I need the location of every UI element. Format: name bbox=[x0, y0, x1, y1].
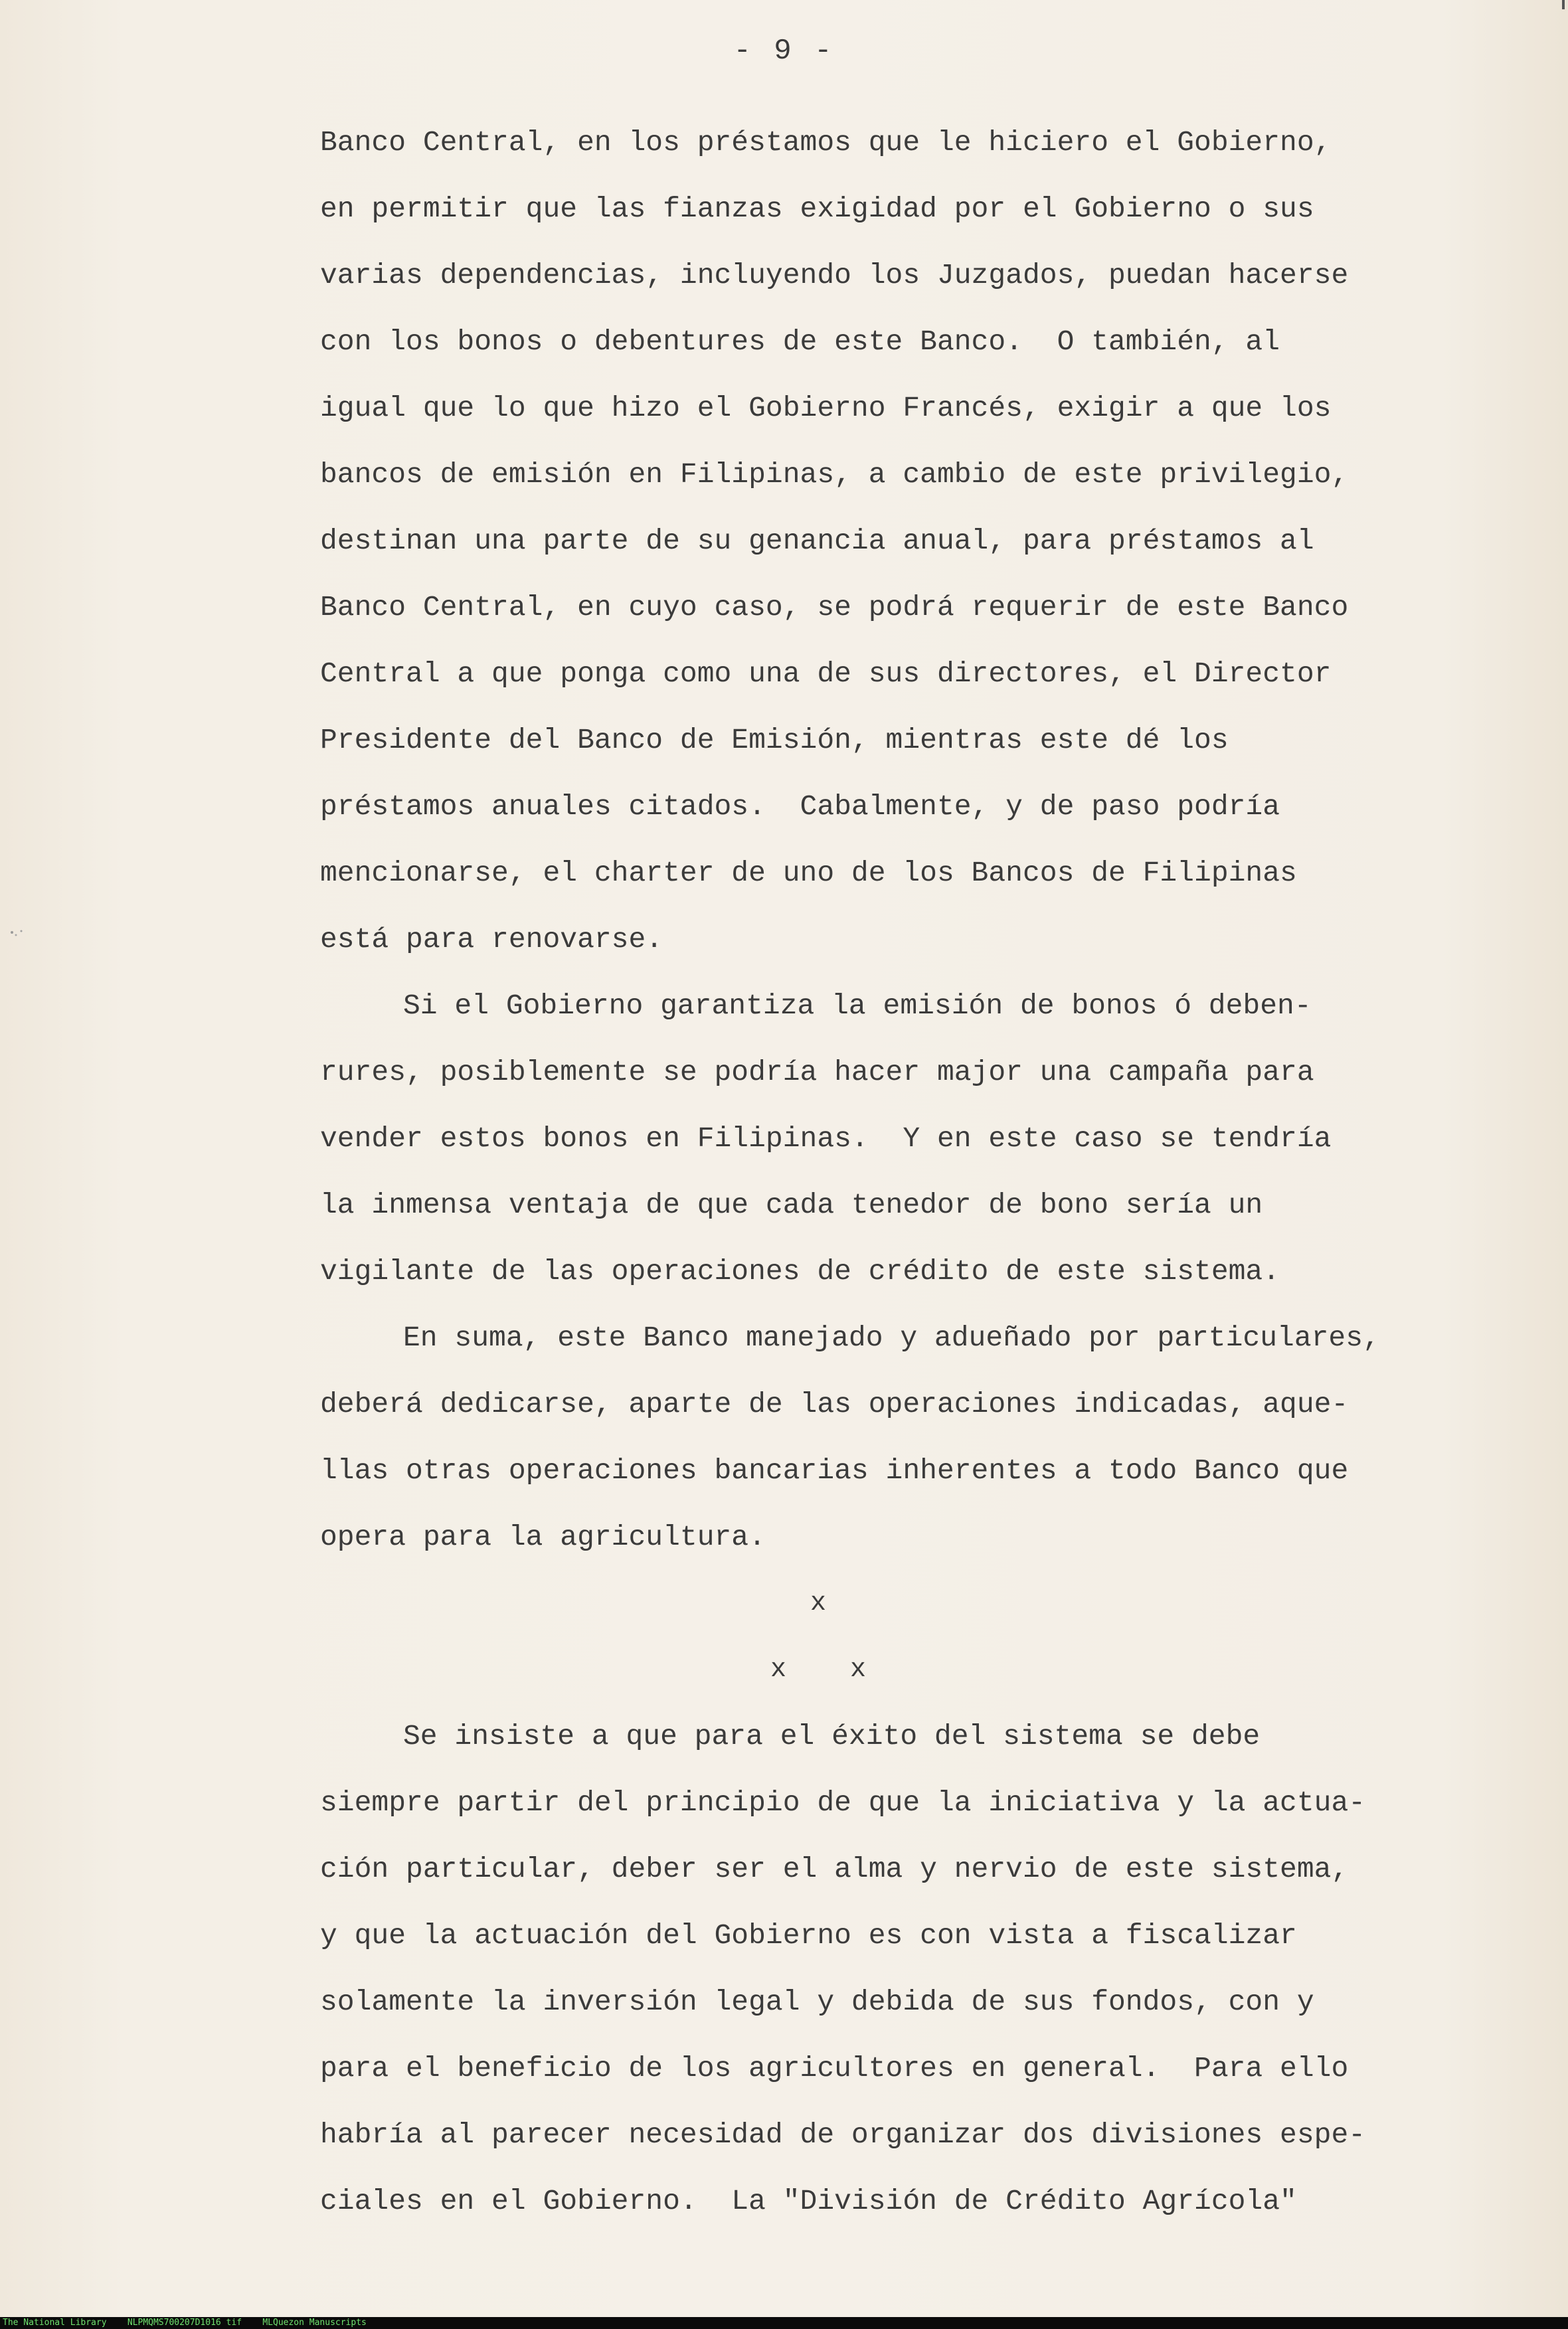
text-line: Central a que ponga como una de sus directores, el Director bbox=[320, 657, 1332, 690]
margin-smudge-icon bbox=[5, 923, 32, 943]
corner-mark bbox=[1562, 0, 1565, 9]
text-line: con los bonos o debentures de este Banco. O también, al bbox=[320, 325, 1280, 358]
text-line: está para renovarse. bbox=[320, 923, 663, 956]
text-line: Se insiste a que para el éxito del sistema se debe bbox=[403, 1720, 1261, 1753]
text-line: varias dependencias, incluyendo los Juzgados, puedan hacerse bbox=[320, 259, 1349, 292]
text-line: la inmensa ventaja de que cada tenedor de bono sería un bbox=[320, 1189, 1263, 1221]
text-line: vender estos bonos en Filipinas. Y en este caso se tendría bbox=[320, 1122, 1332, 1155]
scanner-footer-text: The National Library NLPMQMS700207D1016 tif MLQuezon Manuscripts bbox=[3, 2318, 367, 2328]
text-line: Banco Central, en cuyo caso, se podrá requerir de este Banco bbox=[320, 591, 1349, 624]
text-line: deberá dedicarse, aparte de las operaciones indicadas, aque- bbox=[320, 1388, 1349, 1421]
text-line: opera para la agricultura. bbox=[320, 1521, 766, 1553]
section-separator-top: x bbox=[810, 1589, 826, 1618]
text-line: Presidente del Banco de Emisión, mientras este dé los bbox=[320, 724, 1229, 756]
text-line: solamente la inversión legal y debida de sus fondos, con y bbox=[320, 1986, 1314, 2018]
text-line: mencionarse, el charter de uno de los Bancos de Filipinas bbox=[320, 857, 1297, 889]
paragraph-block-4 bbox=[320, 1707, 1449, 2238]
section-separator-bottom: x x bbox=[770, 1655, 867, 1685]
paragraph-block-1 bbox=[320, 113, 1449, 976]
text-line: destinan una parte de su genancia anual, para préstamos al bbox=[320, 525, 1314, 557]
text-line: ciales en el Gobierno. La "División de Crédito Agrícola" bbox=[320, 2185, 1297, 2217]
text-line: habría al parecer necesidad de organizar dos divisiones espe- bbox=[320, 2118, 1366, 2151]
text-line: y que la actuación del Gobierno es con vista a fiscalizar bbox=[320, 1919, 1297, 1952]
text-line: llas otras operaciones bancarias inherentes a todo Banco que bbox=[320, 1454, 1349, 1487]
text-line: para el beneficio de los agricultores en general. Para ello bbox=[320, 2052, 1349, 2085]
text-line: bancos de emisión en Filipinas, a cambio de este privilegio, bbox=[320, 458, 1349, 491]
text-line: vigilante de las operaciones de crédito de este sistema. bbox=[320, 1255, 1280, 1288]
text-line: Banco Central, en los préstamos que le hiciero el Gobierno, bbox=[320, 126, 1332, 159]
text-line: ción particular, deber ser el alma y nervio de este sistema, bbox=[320, 1853, 1349, 1885]
document-body bbox=[320, 113, 1449, 2238]
text-line: Si el Gobierno garantiza la emisión de bonos ó deben- bbox=[403, 990, 1312, 1022]
text-line: igual que lo que hizo el Gobierno Francés, exigir a que los bbox=[320, 392, 1332, 424]
text-line: préstamos anuales citados. Cabalmente, y de paso podría bbox=[320, 790, 1280, 823]
text-line: rures, posiblemente se podría hacer major una campaña para bbox=[320, 1056, 1314, 1088]
paragraph-block-2 bbox=[320, 976, 1449, 1308]
text-line: En suma, este Banco manejado y adueñado por particulares, bbox=[403, 1322, 1380, 1354]
text-line: siempre partir del principio de que la iniciativa y la actua- bbox=[320, 1786, 1366, 1819]
page-number: - 9 - bbox=[733, 35, 835, 68]
paragraph-block-3 bbox=[320, 1308, 1449, 1574]
text-line: en permitir que las fianzas exigidad por el Gobierno o sus bbox=[320, 193, 1314, 225]
